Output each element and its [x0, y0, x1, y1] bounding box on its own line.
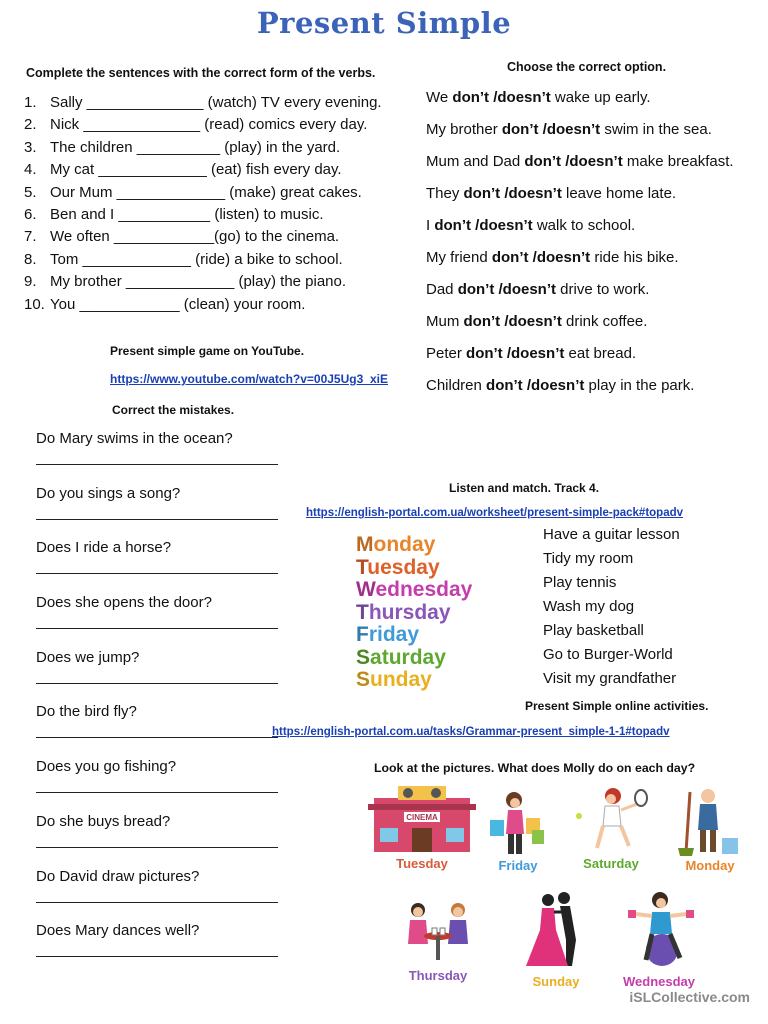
- watermark: iSLCollective.com: [629, 989, 750, 1005]
- answer-line[interactable]: [36, 683, 278, 684]
- days-list: [356, 534, 496, 692]
- item-option[interactable]: don’t /doesn’t: [452, 89, 551, 106]
- item-subject: They: [426, 185, 464, 202]
- item-number: 1.: [24, 94, 37, 111]
- answer-line[interactable]: [36, 792, 278, 793]
- exercise2-item: [426, 342, 766, 366]
- item-text: Tom _____________ (ride) a bike to school.: [50, 250, 343, 268]
- answer-line[interactable]: [36, 519, 278, 520]
- day-rest: riday: [368, 623, 420, 646]
- item-number: 9.: [24, 273, 37, 291]
- picture-label: Friday: [498, 858, 538, 873]
- day-rest: ednesday: [375, 578, 473, 601]
- activity-item: Play tennis: [543, 574, 617, 591]
- exercise2-item: [426, 310, 766, 334]
- item-subject: We: [426, 89, 453, 106]
- item-option[interactable]: don’t /doesn’t: [457, 281, 557, 298]
- answer-line[interactable]: [36, 902, 278, 903]
- activity-item: Play basketball: [543, 622, 644, 639]
- answer-line[interactable]: [36, 956, 278, 957]
- picture-tuesday: [368, 784, 476, 876]
- exercise2-list: [426, 86, 766, 406]
- exercise2-instruction: Choose the correct option.: [507, 60, 667, 74]
- item-rest: play in the park.: [584, 377, 695, 394]
- item-number: 6.: [24, 205, 37, 223]
- item-option[interactable]: don’t /doesn’t: [524, 153, 623, 170]
- tennis-icon: [573, 786, 649, 854]
- day-rest: hursday: [368, 600, 451, 624]
- day-first-letter: F: [356, 623, 369, 646]
- item-text: The children __________ (play) in the yard.: [50, 138, 341, 156]
- exercise2-item: [426, 278, 766, 302]
- day-rest: onday: [373, 533, 436, 556]
- mistake-question: Does Mary dances well?: [36, 922, 200, 940]
- cinema-icon: [368, 784, 476, 856]
- day-first-letter: S: [356, 645, 371, 669]
- cleaning-icon: [678, 786, 742, 858]
- online-activities-link[interactable]: https://english-portal.com.ua/tasks/Grammar-present_simple-1-1#topadv: [272, 726, 670, 738]
- exercise1-list: [24, 92, 414, 316]
- day-name: [356, 624, 496, 647]
- molly-heading: Look at the pictures. What does Molly do on each day?: [374, 761, 696, 775]
- fitness-icon: [620, 888, 698, 972]
- exercise1-item: [24, 294, 414, 316]
- worksheet-link[interactable]: https://english-portal.com.ua/worksheet/present-simple-pack#topadv: [306, 507, 684, 519]
- mistake-question: Do David draw pictures?: [36, 867, 200, 885]
- item-rest: wake up early.: [550, 89, 651, 106]
- exercise1-instruction: Complete the sentences with the correct form of the verbs.: [26, 66, 376, 80]
- picture-label: Saturday: [583, 856, 639, 871]
- item-option[interactable]: don’t /doesn’t: [501, 121, 601, 138]
- exercise1-item: [24, 137, 414, 159]
- activity-item: Have a guitar lesson: [543, 526, 680, 543]
- exercise3-item: [36, 920, 286, 975]
- mistake-question: Does I ride a horse?: [36, 539, 172, 557]
- online-heading: Present Simple online activities.: [525, 699, 709, 713]
- item-subject: I: [426, 217, 435, 234]
- item-text: My brother _____________ (play) the piano.: [50, 273, 347, 291]
- exercise1-item: [24, 159, 414, 181]
- item-rest: make breakfast.: [622, 153, 734, 170]
- exercise2-item: [426, 86, 766, 110]
- picture-thursday: [402, 900, 474, 990]
- exercise3-item: [36, 592, 286, 647]
- item-subject: Mum and Dad: [426, 153, 525, 170]
- item-text: Our Mum _____________ (make) great cakes.: [50, 183, 362, 201]
- activities-list: [543, 523, 680, 691]
- picture-label: Tuesday: [396, 856, 448, 871]
- item-subject: Peter: [426, 345, 467, 362]
- mistake-question: Do the bird fly?: [36, 703, 137, 721]
- item-text: We often ____________(go) to the cinema.: [50, 228, 340, 246]
- item-number: 2.: [24, 116, 37, 134]
- item-number: 4.: [24, 161, 37, 179]
- exercise3-item: [36, 756, 286, 811]
- day-rest: unday: [370, 668, 432, 691]
- shopping-icon: [488, 790, 548, 858]
- item-subject: Dad: [426, 281, 458, 298]
- day-first-letter: T: [356, 600, 369, 624]
- activity-item: Wash my dog: [543, 598, 635, 615]
- exercise1-item: [24, 114, 414, 136]
- item-rest: swim in the sea.: [600, 121, 712, 138]
- mistake-question: Do she buys bread?: [36, 812, 171, 830]
- mistake-question: Do Mary swims in the ocean?: [36, 430, 233, 447]
- answer-line[interactable]: [36, 847, 278, 848]
- exercise1-item: [24, 271, 414, 293]
- item-number: 5.: [24, 183, 37, 201]
- youtube-link[interactable]: https://www.youtube.com/watch?v=00J5Ug3_xiE: [110, 372, 388, 386]
- item-number: 10.: [24, 295, 45, 313]
- item-subject: My brother: [426, 121, 502, 138]
- item-text: You ____________ (clean) your room.: [50, 295, 306, 313]
- picture-label: Sunday: [532, 974, 580, 989]
- exercise3-item: [36, 537, 286, 592]
- item-number: 7.: [24, 228, 37, 246]
- item-rest: drive to work.: [556, 281, 650, 298]
- item-option[interactable]: don’t /doesn’t: [463, 313, 562, 330]
- item-subject: Mum: [426, 313, 464, 330]
- item-text: Nick ______________ (read) comics every day.: [50, 116, 368, 134]
- answer-line[interactable]: [36, 573, 278, 574]
- exercise2-item: [426, 182, 766, 206]
- cinema-sign: CINEMA: [406, 813, 438, 822]
- day-first-letter: W: [356, 578, 376, 601]
- picture-monday: [678, 786, 742, 878]
- answer-line[interactable]: [36, 737, 278, 738]
- item-rest: ride his bike.: [590, 249, 679, 266]
- picture-label: Wednesday: [622, 974, 695, 989]
- answer-line[interactable]: [36, 628, 278, 629]
- exercise1-item: [24, 204, 414, 226]
- exercise3-item: [36, 811, 286, 866]
- exercise3-item: [36, 866, 286, 921]
- dancing-icon: [520, 890, 592, 970]
- item-subject: Children: [426, 377, 487, 394]
- day-first-letter: S: [356, 668, 371, 691]
- day-name: [356, 557, 496, 580]
- day-name: [356, 534, 496, 557]
- exercise1-item: [24, 249, 414, 271]
- exercise1-item: [24, 182, 414, 204]
- activity-item: Visit my grandfather: [543, 670, 677, 687]
- day-rest: uesday: [367, 555, 440, 579]
- activity-item: Tidy my room: [543, 550, 634, 567]
- mistake-question: Do you sings a song?: [36, 484, 181, 502]
- item-option[interactable]: don’t /doesn’t: [466, 345, 565, 362]
- game-heading: Present simple game on YouTube.: [110, 344, 305, 358]
- exercise2-item: [426, 374, 766, 398]
- item-text: Ben and I ___________ (listen) to music.: [50, 205, 324, 223]
- item-rest: eat bread.: [564, 345, 637, 362]
- item-rest: leave home late.: [561, 185, 677, 202]
- item-text: Sally ______________ (watch) TV every evening.: [50, 94, 382, 111]
- exercise3-item: [36, 428, 286, 483]
- item-number: 3.: [24, 138, 37, 156]
- picture-saturday: [573, 786, 649, 876]
- cafe-friends-icon: [402, 900, 474, 968]
- item-number: 8.: [24, 250, 37, 268]
- exercise3-item: [36, 701, 286, 756]
- exercise1-item: [24, 226, 414, 248]
- exercise1-item: [24, 92, 414, 114]
- exercise2-item: [426, 118, 766, 142]
- mistake-question: Does she opens the door?: [36, 594, 212, 612]
- day-name: [356, 647, 496, 670]
- exercise3-instruction: Correct the mistakes.: [112, 403, 235, 417]
- day-rest: aturday: [370, 645, 446, 669]
- item-rest: walk to school.: [532, 217, 636, 234]
- item-subject: My friend: [426, 249, 492, 266]
- item-option[interactable]: don’t /doesn’t: [434, 217, 533, 234]
- day-name: [356, 602, 496, 625]
- exercise3-list: [36, 428, 286, 975]
- mistake-question: Does we jump?: [36, 648, 140, 666]
- day-name: [356, 669, 496, 692]
- item-text: My cat _____________ (eat) fish every day.: [50, 161, 342, 179]
- activity-item: Go to Burger-World: [543, 646, 673, 663]
- item-option[interactable]: don’t /doesn’t: [491, 249, 591, 266]
- picture-label: Thursday: [408, 968, 468, 983]
- item-option[interactable]: don’t /doesn’t: [486, 377, 585, 394]
- picture-label: Monday: [685, 858, 735, 873]
- day-first-letter: T: [356, 555, 368, 579]
- day-first-letter: M: [356, 533, 374, 556]
- exercise2-item: [426, 246, 766, 270]
- picture-friday: [488, 790, 548, 878]
- item-rest: drink coffee.: [561, 313, 648, 330]
- exercise2-item: [426, 214, 766, 238]
- picture-sunday: [520, 890, 592, 990]
- page-title: Present Simple: [256, 6, 512, 40]
- day-name: [356, 579, 496, 602]
- item-option[interactable]: don’t /doesn’t: [463, 185, 562, 202]
- answer-line[interactable]: [36, 464, 278, 465]
- exercise3-item: [36, 483, 286, 538]
- mistake-question: Does you go fishing?: [36, 758, 177, 776]
- listen-heading: Listen and match. Track 4.: [449, 481, 600, 495]
- picture-wednesday: [620, 888, 698, 992]
- exercise3-item: [36, 647, 286, 702]
- exercise2-item: [426, 150, 766, 174]
